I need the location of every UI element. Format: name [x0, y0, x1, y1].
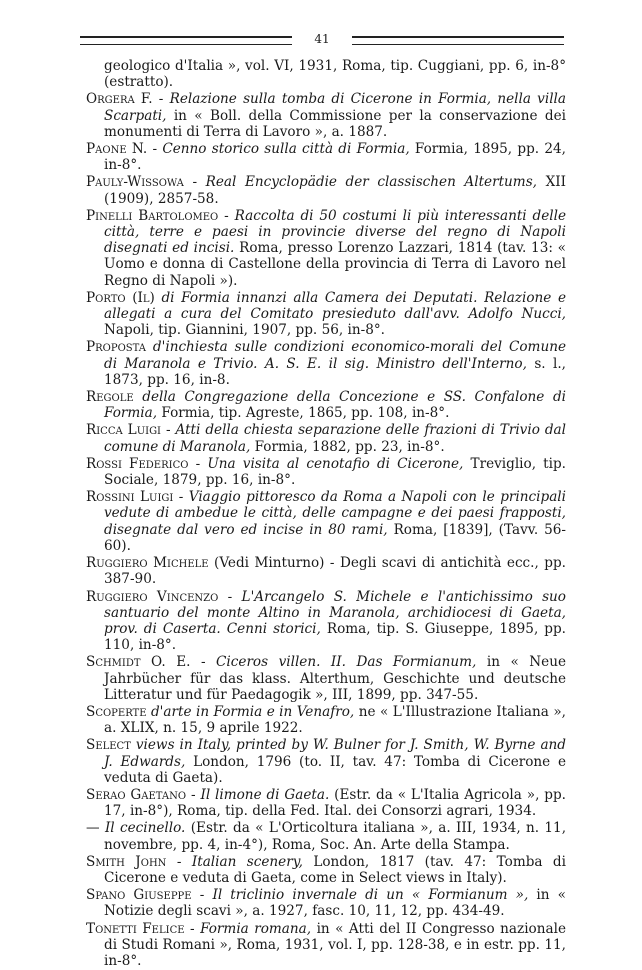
entry-author: Serao Gaetano	[86, 786, 187, 803]
entry-rest: XII (1909), 2857-58.	[104, 174, 566, 207]
entry-author: Porto (Il)	[86, 289, 155, 306]
entry-rest: Formia, 1895, pp. 24, in-8°.	[104, 141, 566, 174]
entry-rest: in « Boll. della Commissione per la conservazione dei monumenti di Terra di Lavoro », a. 1887.	[104, 107, 566, 140]
entry-rest: Treviglio, tip. Sociale, 1879, pp. 16, in-8°.	[104, 455, 567, 489]
entry-rest: ne « L'Illustrazione Italiana », a. XLIX, n. 15, 9 aprile 1922.	[104, 703, 566, 737]
entry-rest: Roma, [1839], (Tavv. 56-60).	[104, 521, 566, 554]
entry-author: Ricca Luigi	[86, 422, 162, 439]
entry-rest: Roma, tip. S. Giuseppe, 1895, pp. 110, in-8°.	[104, 620, 566, 654]
bibliography-entry: Rossini Luigi - Viaggio pittoresco da Roma a Napoli con le principali vedute di ambedue le città, delle campagne e dei paesi frapposti, disegnate dal vero ed incise in 80 rami, Roma, [1839], (Tavv. 56-60).	[86, 489, 566, 554]
entry-author: Tonetti Felice	[86, 920, 185, 937]
entry-author: Pauly-Wissowa	[86, 174, 184, 191]
entry-author: Ruggiero Vincenzo	[86, 588, 219, 605]
entry-author: Orgera F.	[86, 91, 153, 108]
entry-title: Formia romana,	[200, 920, 312, 937]
bibliography-entry: Pauly-Wissowa - Real Encyclopädie der classischen Altertums, XII (1909), 2857-58.	[86, 174, 566, 207]
entry-rest: (Estr. da « L'Orticoltura italiana », a. III, 1934, n. 11, novembre, pp. 4, in-4°), Roma, Soc. An. Arte della Stampa.	[104, 820, 567, 853]
entry-rest: Napoli, tip. Giannini, 1907, pp. 56, in-8°.	[104, 322, 385, 339]
entry-title: Ciceros villen. II. Das Formianum,	[216, 654, 477, 671]
entry-title: Atti della chiesta separazione delle frazioni di Trivio dal comune di Maranola,	[104, 422, 566, 455]
bibliography-entry: Paone N. - Cenno storico sulla città di Formia, Formia, 1895, pp. 24, in-8°.	[86, 141, 566, 174]
bibliography-entry	[86, 290, 566, 339]
entry-rest: in « Notizie degli scavi », a. 1927, fasc. 10, 11, 12, pp. 434-49.	[104, 887, 566, 920]
entry-title: Il limone di Gaeta.	[200, 786, 330, 803]
bibliography-entry	[86, 737, 566, 786]
entry-author: Ruggiero Michele	[86, 555, 209, 572]
bibliography-entry	[86, 389, 566, 421]
entry-title: Real Encyclopädie der classischen Altertums,	[205, 174, 537, 191]
bibliography-entry: Tonetti Felice - Formia romana, in « Atti del II Congresso nazionale di Studi Romani », Roma, 1931, vol. I, pp. 128-38, e in estr. pp. 11, in-8°.	[86, 920, 566, 969]
entry-author: Regole	[86, 389, 134, 406]
bibliography-entry: Rossi Federico - Una visita al cenotafio di Cicerone, Treviglio, tip. Sociale, 1879, pp. 16, in-8°.	[86, 455, 567, 489]
bibliography-entry: Serao Gaetano - Il limone di Gaeta. (Estr. da « L'Italia Agricola », pp. 17, in-8°), Roma, tip. della Fed. Ital. dei Consorzi agrari, 1934.	[86, 786, 566, 820]
entry-title: L'Arcangelo S. Michele e l'antichissimo suo santuario del monte Altino in Maranola, archidiocesi di Gaeta, prov. di Caserta. Cenni storici,	[104, 588, 566, 637]
entry-title: della Congregazione della Concezione e SS. Confalone di Formia,	[104, 389, 566, 422]
entry-title: Cenno storico sulla città di Formia,	[162, 141, 410, 158]
bibliography-entry	[86, 58, 566, 90]
entry-author: Proposta	[86, 339, 146, 356]
entry-rest: London, 1796 (to. II, tav. 47: Tomba di Cicerone e veduta di Gaeta).	[104, 753, 566, 786]
page-header	[80, 30, 564, 50]
bibliography-entry: Pinelli Bartolomeo - Raccolta di 50 costumi li più interessanti delle città, terre e paesi in provincie diverse del regno di Napoli disegnati ed incisi. Roma, presso Lorenzo Lazzari, 1814 (tav. 13: « Uomo e donna di Castellone della provincia di Terra di Lavoro nel Regno di Napoli »).	[86, 207, 566, 289]
entry-author: —	[86, 820, 100, 837]
entry-author: Rossi Federico	[86, 455, 189, 472]
entry-rest: (Estr. da « L'Italia Agricola », pp. 17, in-8°), Roma, tip. della Fed. Ital. dei Consorzi agrari, 1934.	[104, 786, 566, 820]
entry-rest: s. l., 1873, pp. 16, in-8.	[104, 355, 566, 388]
entry-title: Il triclinio invernale di un « Formianum »,	[212, 887, 529, 904]
bibliography-entry: Smith John - Italian scenery, London, 1817 (tav. 47: Tomba di Cicerone e veduta di Gaeta, come in Select views in Italy).	[86, 853, 566, 886]
entry-author: Smith John	[86, 853, 167, 870]
entry-rest: (Vedi Minturno) - Degli scavi di antichità ecc., pp. 387-90.	[104, 555, 567, 588]
entry-rest: Formia, tip. Agreste, 1865, pp. 108, in-8°.	[161, 405, 450, 422]
entry-rest: Formia, 1882, pp. 23, in-8°.	[254, 438, 445, 455]
header-rule-right	[352, 36, 564, 45]
entry-author: Paone N.	[86, 141, 148, 158]
entry-author: Rossini Luigi	[86, 489, 174, 506]
entry-title: Una visita al cenotafio di Cicerone,	[207, 455, 464, 472]
entry-rest: geologico d'Italia », vol. VI, 1931, Roma, tip. Cuggiani, pp. 6, in-8° (estratto).	[104, 58, 566, 91]
bibliography-entry	[86, 555, 566, 587]
entry-title: Relazione sulla tomba di Cicerone in Formia, nella villa Scarpati,	[104, 91, 566, 124]
entry-title: views in Italy, printed by W. Bulner for J. Smith, W. Byrne and J. Edwards,	[104, 737, 566, 770]
bibliography-entry: Orgera F. - Relazione sulla tomba di Cicerone in Formia, nella villa Scarpati, in « Boll. della Commissione per la conservazione dei monumenti di Terra di Lavoro », a. 1887.	[86, 91, 566, 140]
entry-author: Schmidt O. E.	[86, 654, 191, 671]
entry-rest: in « Neue Jahrbücher für das klass. Alterthum, Geschichte und deutsche Litteratur und für Paedagogik », III, 1899, pp. 347-55.	[104, 654, 566, 703]
entry-author: Pinelli Bartolomeo	[86, 207, 219, 224]
bibliography-entry	[86, 339, 566, 388]
entry-title: d'arte in Formia e in Venafro,	[150, 703, 355, 720]
bibliography-entry: Spano Giuseppe - Il triclinio invernale di un « Formianum », in « Notizie degli scavi », a. 1927, fasc. 10, 11, 12, pp. 434-49.	[86, 887, 566, 920]
bibliography-list	[86, 58, 566, 970]
entry-author: Select	[86, 737, 131, 754]
entry-author: Scoperte	[86, 703, 147, 720]
entry-author: Spano Giuseppe	[86, 887, 192, 904]
bibliography-entry: Schmidt O. E. - Ciceros villen. II. Das Formianum, in « Neue Jahrbücher für das klass. Alterthum, Geschichte und deutsche Litteratur und für Paedagogik », III, 1899, pp. 347-55.	[86, 654, 566, 703]
entry-rest: London, 1817 (tav. 47: Tomba di Cicerone e veduta di Gaeta, come in Select views in Italy).	[104, 853, 566, 886]
entry-rest: in « Atti del II Congresso nazionale di Studi Romani », Roma, 1931, vol. I, pp. 128-38, e in estr. pp. 11, in-8°.	[104, 920, 566, 969]
entry-title: Italian scenery,	[191, 853, 303, 870]
entry-title: Raccolta di 50 costumi li più interessanti delle città, terre e paesi in provincie diverse del regno di Napoli disegnati ed incisi.	[104, 207, 566, 257]
entry-title: Viaggio pittoresco da Roma a Napoli con le principali vedute di ambedue le città, delle campagne e dei paesi frapposti, disegnate dal vero ed incise in 80 rami,	[104, 489, 566, 538]
bibliography-entry	[86, 820, 566, 852]
entry-rest: Roma, presso Lorenzo Lazzari, 1814 (tav. 13: « Uomo e donna di Castellone della provincia di Terra di Lavoro nel Regno di Napoli »).	[104, 240, 566, 289]
bibliography-entry: Ruggiero Vincenzo - L'Arcangelo S. Michele e l'antichissimo suo santuario del monte Altino in Maranola, archidiocesi di Gaeta, prov. di Caserta. Cenni storici, Roma, tip. S. Giuseppe, 1895, pp. 110, in-8°.	[86, 588, 566, 654]
page-number: 41	[314, 32, 330, 46]
bibliography-entry: Ricca Luigi - Atti della chiesta separazione delle frazioni di Trivio dal comune di Maranola, Formia, 1882, pp. 23, in-8°.	[86, 422, 566, 455]
entry-title: Il cecinello.	[104, 820, 186, 837]
bibliography-entry	[86, 704, 566, 736]
entry-title: d'inchiesta sulle condizioni economico-morali del Comune di Maranola e Trivio. A. S. E. il sig. Ministro dell'Interno,	[104, 339, 566, 372]
entry-title: di Formia innanzi alla Camera dei Deputati. Relazione e allegati a cura del Comitato presieduto dall'avv. Adolfo Nucci,	[104, 289, 566, 323]
